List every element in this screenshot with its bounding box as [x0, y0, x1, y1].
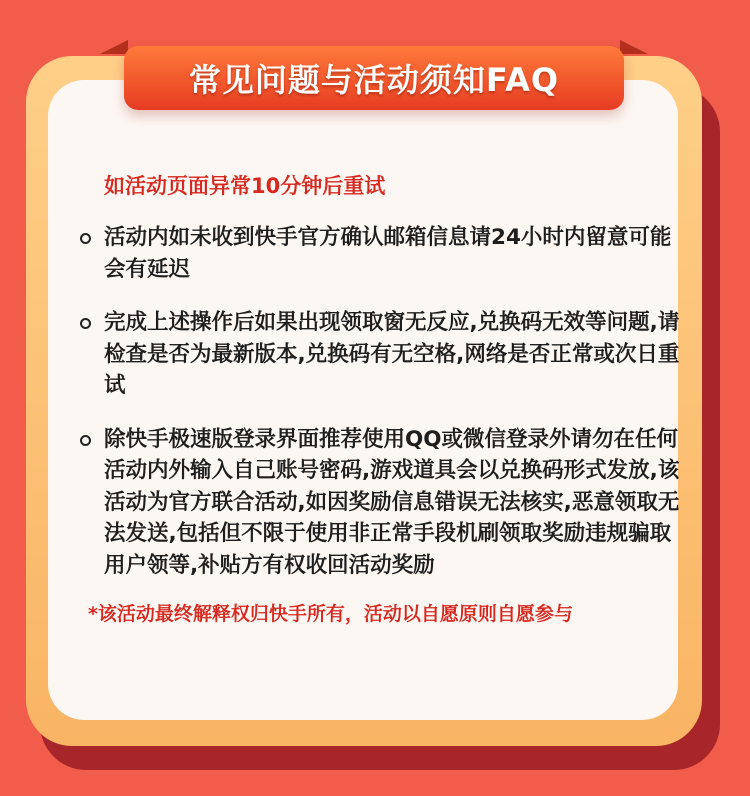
- faq-item: [80, 307, 680, 402]
- bullet-circle-icon: [80, 233, 91, 244]
- faq-content: [80, 170, 680, 626]
- faq-item-text: 完成上述操作后如果出现领取窗无反应,兑换码无效等问题,请检查是否为最新版本,兑换码有无空格,网络是否正常或次日重试: [104, 310, 680, 398]
- ribbon-fold-left: [100, 40, 128, 54]
- bullet-circle-icon: [80, 435, 91, 446]
- faq-item-text: 除快手极速版登录界面推荐使用QQ或微信登录外请勿在任何活动内外输入自己账号密码,游戏道具会以兑换码形式发放,该活动为官方联合活动,如因奖励信息错误无法核实,恶意领取无法发送,包括但不限于使用非正常手段机刷领取奖励违规骗取用户领等,补贴方有权收回活动奖励: [104, 426, 680, 578]
- disclaimer-footnote: *该活动最终解释权归快手所有，活动以自愿原则自愿参与: [88, 603, 573, 625]
- retry-notice: 如活动页面异常10分钟后重试: [104, 174, 386, 198]
- faq-item: [80, 222, 680, 285]
- faq-list: [80, 222, 680, 581]
- faq-item: [80, 424, 680, 582]
- bullet-circle-icon: [80, 318, 91, 329]
- faq-item-text: 活动内如未收到快手官方确认邮箱信息请24小时内留意可能会有延迟: [104, 225, 672, 282]
- ribbon-fold-right: [620, 40, 648, 54]
- title-ribbon: [124, 46, 624, 110]
- page-title: 常见问题与活动须知FAQ: [188, 61, 560, 99]
